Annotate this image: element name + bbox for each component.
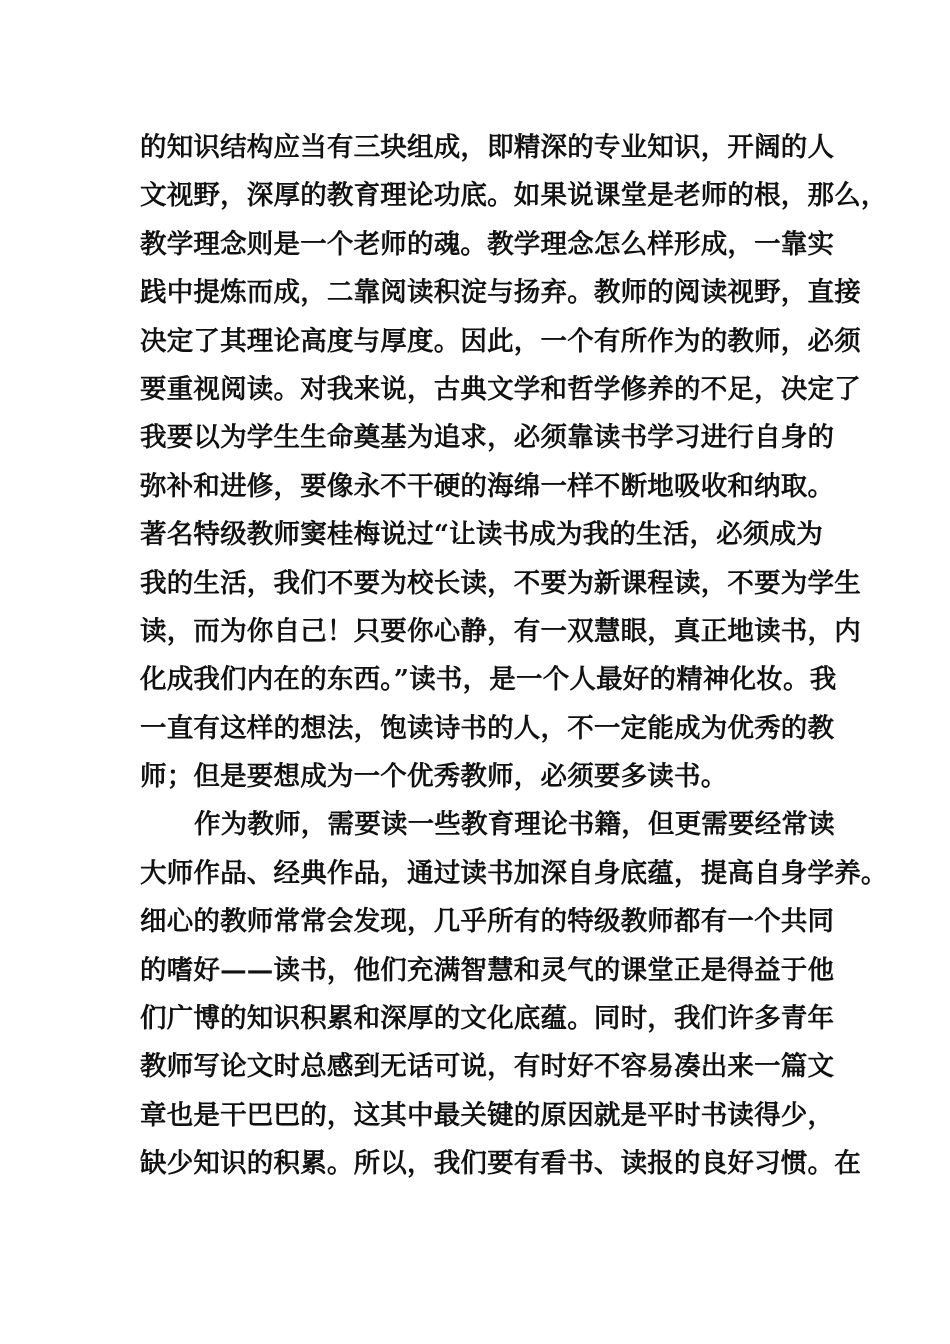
paragraph-start-line: 作为教师，需要读一些教育理论书籍，但更需要经常读 <box>194 809 835 841</box>
text-line: 缺少知识的积累。所以，我们要有看书、读报的良好习惯。在 <box>140 1148 861 1180</box>
text-line: 读，而为你自己！只要你心静，有一双慧眼，真正地读书，内 <box>140 615 861 647</box>
text-line: 师；但是要想成为一个优秀教师，必须要多读书。 <box>140 761 728 793</box>
text-line: 的知识结构应当有三块组成，即精深的专业知识，开阔的人 <box>140 132 835 163</box>
text-line: 一直有这样的想法，饱读诗书的人，不一定能成为优秀的教 <box>140 712 835 744</box>
body-text <box>140 124 888 1189</box>
text-line: 章也是干巴巴的，这其中最关键的原因就是平时书读得少， <box>140 1099 835 1131</box>
text-line: 著名特级教师窦桂梅说过“让读书成为我的生活，必须成为 <box>140 519 823 551</box>
text-line: 化成我们内在的东西。”读书，是一个人最好的精神化妆。我 <box>140 664 837 696</box>
text-line: 的嗜好——读书，他们充满智慧和灵气的课堂正是得益于他 <box>140 954 835 986</box>
text-line: 文视野，深厚的教育理论功底。如果说课堂是老师的根，那么， <box>140 180 888 212</box>
text-line: 我的生活，我们不要为校长读，不要为新课程读，不要为学生 <box>140 567 861 599</box>
text-line: 践中提炼而成，二靠阅读积淀与扬弃。教师的阅读视野，直接 <box>140 277 861 309</box>
text-line: 要重视阅读。对我来说，古典文学和哲学修养的不足，决定了 <box>140 373 861 405</box>
text-line: 大师作品、经典作品，通过读书加深自身底蕴，提高自身学养。 <box>140 857 888 889</box>
text-line: 我要以为学生生命奠基为追求，必须靠读书学习进行自身的 <box>140 422 835 454</box>
text-line: 教师写论文时总感到无话可说，有时好不容易凑出来一篇文 <box>140 1051 835 1083</box>
text-line: 们广博的知识积累和深厚的文化底蕴。同时，我们许多青年 <box>140 1003 835 1035</box>
text-line: 细心的教师常常会发现，几乎所有的特级教师都有一个共同 <box>140 906 835 938</box>
text-line: 弥补和进修，要像永不干硬的海绵一样不断地吸收和纳取。 <box>140 470 835 502</box>
text-line: 教学理念则是一个老师的魂。教学理念怎么样形成，一靠实 <box>140 228 835 260</box>
text-line: 决定了其理论高度与厚度。因此，一个有所作为的教师，必须 <box>140 325 861 357</box>
